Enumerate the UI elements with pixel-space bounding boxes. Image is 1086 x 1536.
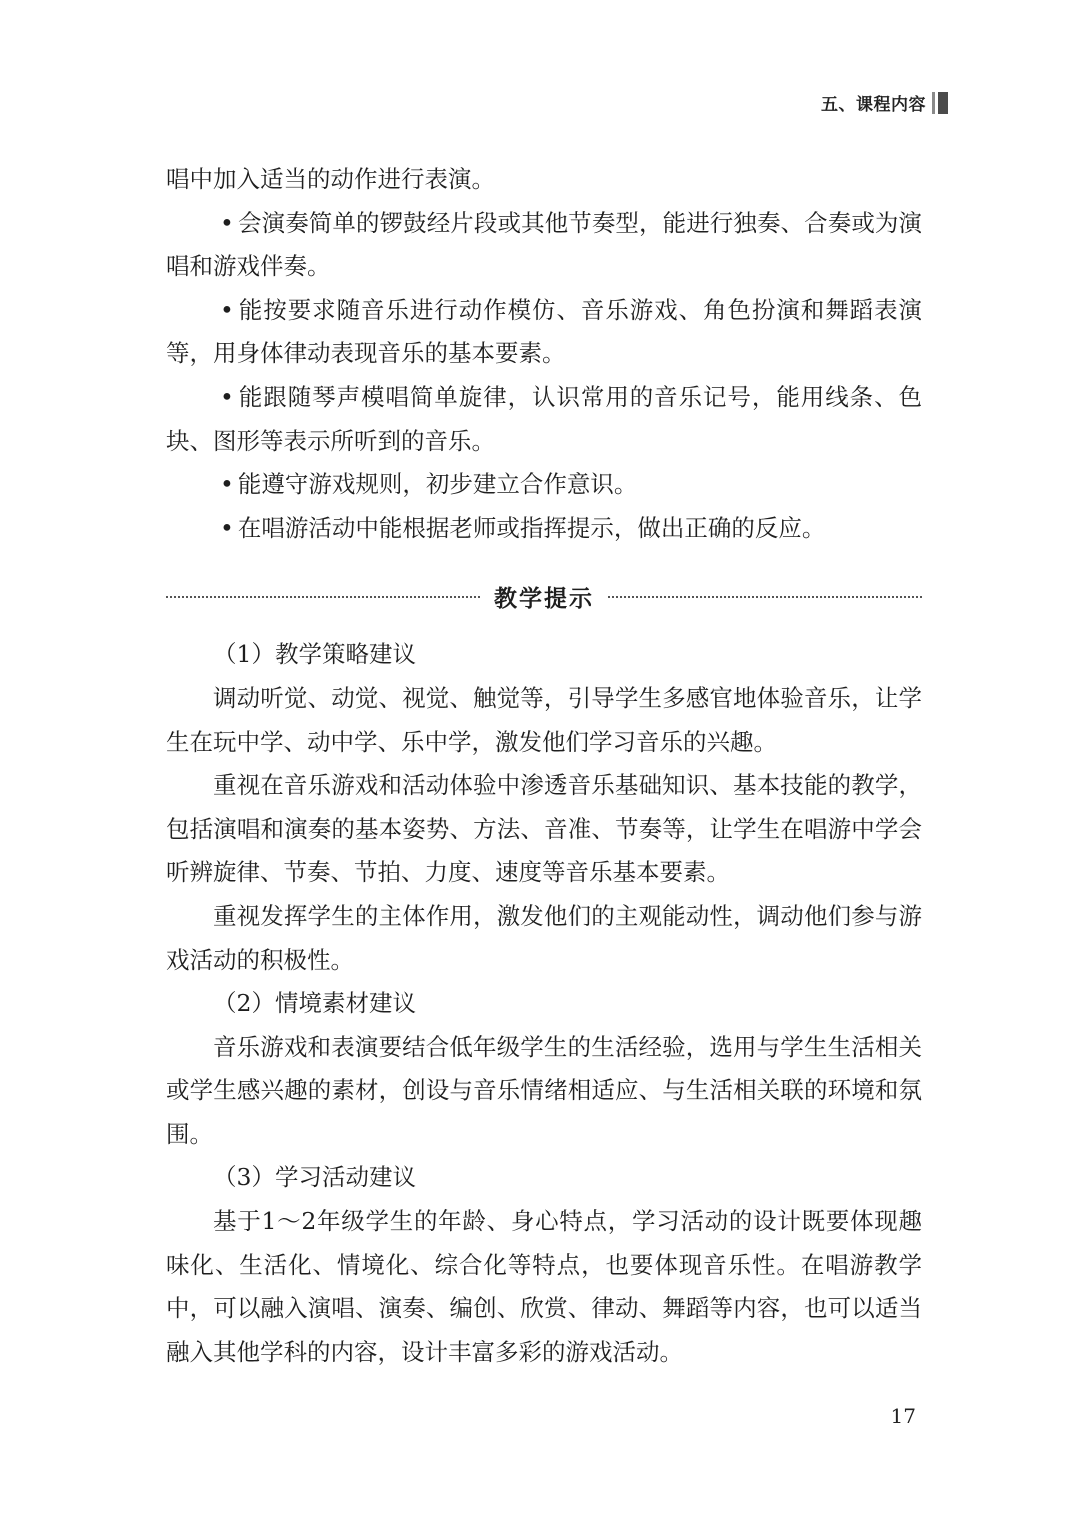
paragraph: 基于1～2年级学生的年龄、身心特点，学习活动的设计既要体现趣味化、生活化、情境化、综合化等特点，也要体现音乐性。在唱游教学中，可以融入演唱、演奏、编创、欣赏、律动、舞蹈等内容，也可以适当融入其他学科的内容，设计丰富多彩的游戏活动。 [166, 1207, 922, 1366]
section-title: 教学提示 [494, 586, 594, 613]
dotted-rule-right [608, 596, 922, 598]
subsection-materials [166, 982, 922, 1156]
section-heading [166, 580, 922, 613]
running-header [821, 90, 948, 115]
chapter-title: 五、课程内容 [821, 95, 926, 115]
subsection-strategy [166, 633, 922, 982]
page-number: 17 [890, 1404, 916, 1428]
subsection-heading: （2）情境素材建议 [213, 989, 416, 1018]
subsection-heading: （3）学习活动建议 [213, 1163, 416, 1192]
subsection-heading: （1）教学策略建议 [213, 640, 416, 669]
bullet-item: • 会演奏简单的锣鼓经片段或其他节奏型，能进行独奏、合奏或为演唱和游戏伴奏。 [166, 208, 922, 281]
dotted-rule-left [166, 596, 480, 598]
bullet-item: • 能遵守游戏规则，初步建立合作意识。 [220, 470, 638, 499]
paragraph: 重视在音乐游戏和活动体验中渗透音乐基础知识、基本技能的教学，包括演唱和演奏的基本姿势、方法、音准、节奏等，让学生在唱游中学会听辨旋律、节奏、节拍、力度、速度等音乐基本要素。 [166, 771, 922, 887]
bullet-item: • 能按要求随音乐进行动作模仿、音乐游戏、角色扮演和舞蹈表演等，用身体律动表现音乐的基本要素。 [166, 295, 922, 368]
bullet-item: • 能跟随琴声模唱简单旋律，认识常用的音乐记号，能用线条、色块、图形等表示所听到的音乐。 [166, 382, 922, 455]
page-body [166, 158, 922, 1374]
header-bar-decoration [932, 92, 948, 114]
intro-paragraph: 唱中加入适当的动作进行表演。 [166, 165, 495, 193]
paragraph: 重视发挥学生的主体作用，激发他们的主观能动性，调动他们参与游戏活动的积极性。 [166, 901, 922, 974]
paragraph: 调动听觉、动觉、视觉、触觉等，引导学生多感官地体验音乐，让学生在玩中学、动中学、乐中学，激发他们学习音乐的兴趣。 [166, 683, 922, 756]
bullet-list [166, 202, 922, 551]
subsection-activities [166, 1156, 922, 1374]
paragraph: 音乐游戏和表演要结合低年级学生的生活经验，选用与学生生活相关或学生感兴趣的素材，创设与音乐情绪相适应、与生活相关联的环境和氛围。 [166, 1032, 922, 1148]
bullet-item: • 在唱游活动中能根据老师或指挥提示，做出正确的反应。 [220, 513, 826, 542]
